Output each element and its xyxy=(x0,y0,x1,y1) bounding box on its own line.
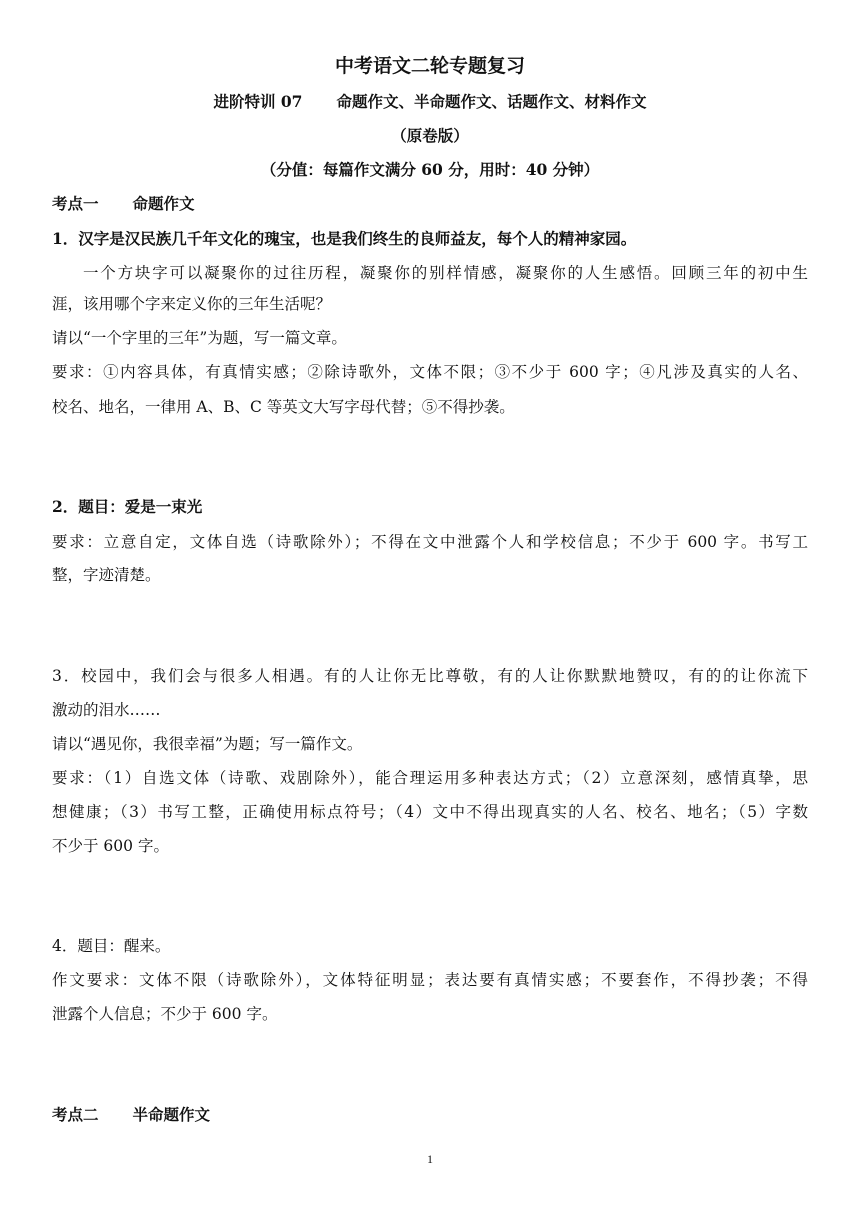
question-3-requirement-line-2: 想健康；（3）书写工整，正确使用标点符号；（4）文中不得出现真实的人名、校名、地名；（5）字数 xyxy=(52,803,808,821)
section-1-label: 考点一 xyxy=(52,194,99,213)
question-4-requirement-line-2: 泄露个人信息；不少于 600 字。 xyxy=(52,1005,278,1023)
question-3-line-2: 激动的泪水…… xyxy=(52,701,161,719)
question-1-paragraph-line-1: 一个方块字可以凝聚你的过往历程，凝聚你的别样情感，凝聚你的人生感悟。回顾三年的初中生 xyxy=(83,264,808,282)
subtitle-code: 进阶特训 07 xyxy=(213,92,303,111)
score-info: （分值：每篇作文满分 60 分，用时：40 分钟） xyxy=(260,160,600,179)
question-2-requirement-line-2: 整，字迹清楚。 xyxy=(52,566,161,584)
section-2-label: 考点二 xyxy=(52,1105,99,1124)
question-3-requirement-line-1: 要求：（1）自选文体（诗歌、戏剧除外），能合理运用多种表达方式；（2）立意深刻，感情真挚，思 xyxy=(52,769,808,787)
section-1-name: 命题作文 xyxy=(132,194,195,213)
question-1-heading: 1．汉字是汉民族几千年文化的瑰宝，也是我们终生的良师益友，每个人的精神家园。 xyxy=(52,229,637,248)
question-1-requirement-line-2: 校名、地名，一律用 A、B、C 等英文大写字母代替；⑤不得抄袭。 xyxy=(52,398,515,416)
document-title: 中考语文二轮专题复习 xyxy=(334,55,525,77)
subtitle-topics: 命题作文、半命题作文、话题作文、材料作文 xyxy=(336,92,647,111)
document-subtitle xyxy=(52,92,808,112)
question-1-requirement-line-1: 要求：①内容具体，有真情实感；②除诗歌外，文体不限；③不少于 600 字；④凡涉及真实的人名、 xyxy=(52,363,808,381)
page-number: 1 xyxy=(427,1152,433,1166)
document-page xyxy=(52,0,808,1216)
section-heading-1 xyxy=(52,194,808,214)
section-2-name: 半命题作文 xyxy=(132,1105,211,1124)
question-3-line-1: 3．校园中，我们会与很多人相遇。有的人让你无比尊敬，有的人让你默默地赞叹，有的的让你流下 xyxy=(52,667,808,685)
question-1-instruction: 请以“一个字里的三年”为题，写一篇文章。 xyxy=(52,329,347,347)
section-heading-2 xyxy=(52,1105,808,1125)
question-4-requirement-line-1: 作文要求：文体不限（诗歌除外），文体特征明显；表达要有真情实感；不要套作，不得抄袭；不得 xyxy=(52,971,808,989)
question-3-instruction: 请以“遇见你，我很幸福”为题；写一篇作文。 xyxy=(52,735,363,753)
question-3-requirement-line-3: 不少于 600 字。 xyxy=(52,837,169,855)
question-2-heading: 2．题目：爱是一束光 xyxy=(52,497,203,516)
question-1-paragraph-line-2: 涯，该用哪个字来定义你的三年生活呢？ xyxy=(52,295,332,313)
edition-label: （原卷版） xyxy=(391,126,469,145)
question-2-requirement-line-1: 要求：立意自定，文体自选（诗歌除外）；不得在文中泄露个人和学校信息；不少于 600 字。书写工 xyxy=(52,533,808,551)
question-4-heading: 4．题目：醒来。 xyxy=(52,937,171,955)
